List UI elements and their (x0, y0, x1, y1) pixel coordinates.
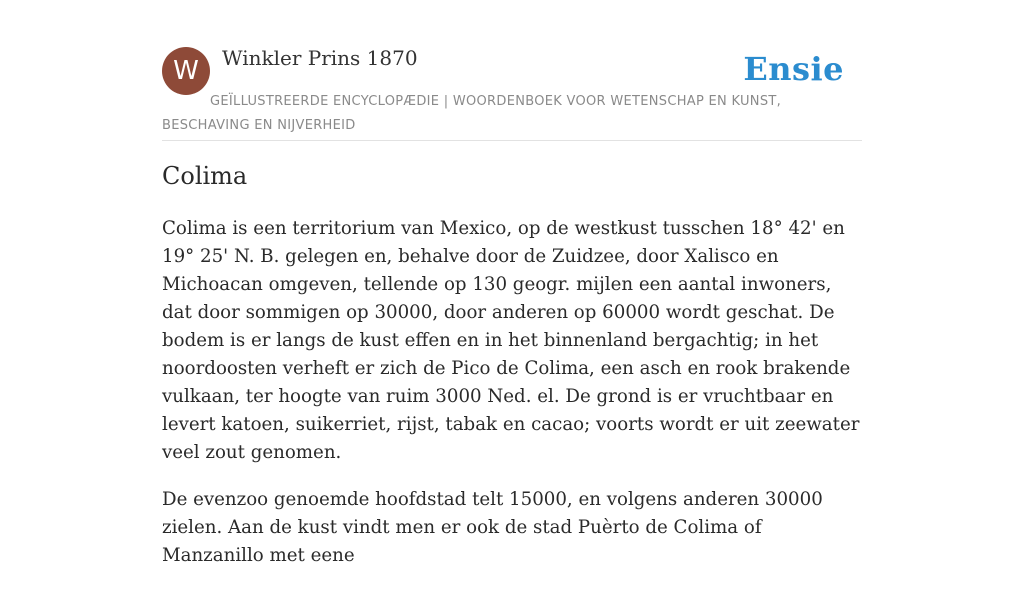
article-title: Colima (162, 162, 248, 190)
brand-logo-link[interactable]: Ensie (743, 50, 844, 88)
source-title[interactable]: Winkler Prins 1870 (222, 46, 418, 70)
header (162, 44, 862, 141)
article-content (162, 215, 864, 589)
source-subtitle: GEÏLLUSTREERDE ENCYCLOPÆDIE | WOORDENBOEK VOOR WETENSCHAP EN KUNST, BESCHAVING EN NIJVERHEID (162, 94, 782, 133)
avatar: W (162, 47, 210, 95)
article-paragraph: De evenzoo genoemde hoofdstad telt 15000, en volgens anderen 30000 zielen. Aan de kust vindt men er ook de stad Puèrto de Colima of Manzanillo met eene (162, 489, 823, 566)
article-paragraph: Colima is een territorium van Mexico, op de westkust tusschen 18° 42' en 19° 25' N. B. gelegen en, behalve door de Zuidzee, door Xalisco en Michoacan omgeven, tellende op 130 geogr. mijlen een aantal inwoners, dat door sommigen op 30000, door anderen op 60000 wordt geschat. De bodem is er langs de kust effen en in het binnenland bergachtig; in het noordoosten verheft er zich de Pico de Colima, een asch en rook brakende vulkaan, ter hoogte van ruim 3000 Ned. el. De grond is er vruchtbaar en levert katoen, suikerriet, rijst, tabak en cacao; voorts wordt er uit zeewater veel zout genomen. (162, 218, 860, 463)
